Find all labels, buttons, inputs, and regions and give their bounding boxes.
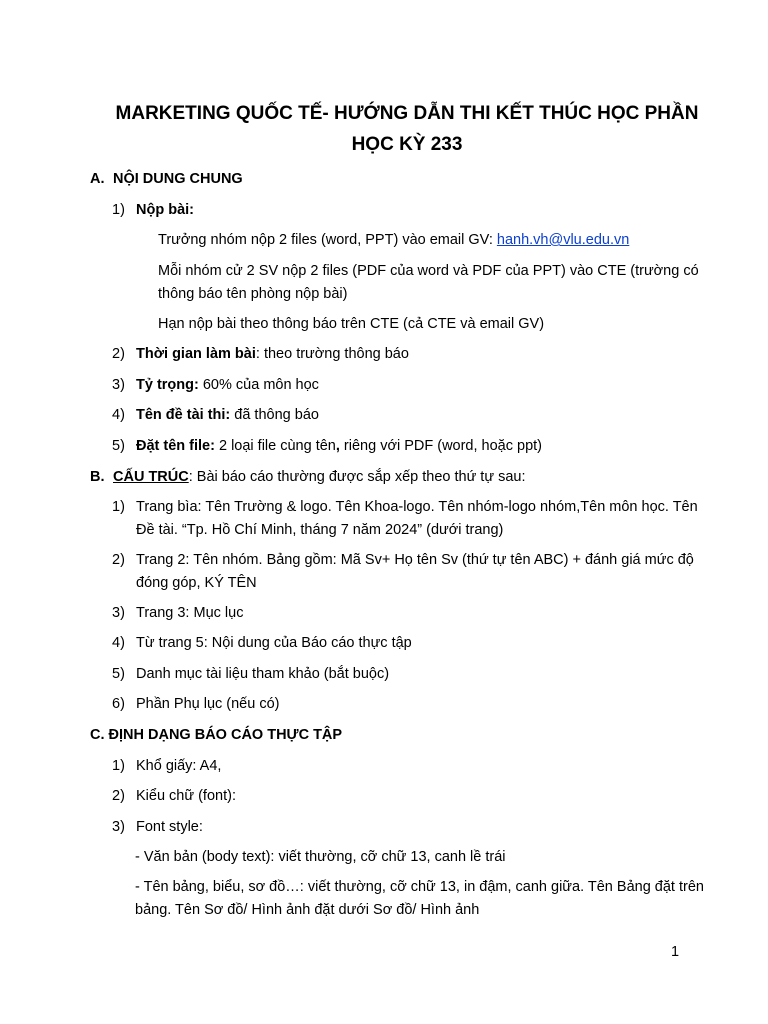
item-value: : theo trường thông báo <box>255 346 409 362</box>
list-number: 2) <box>112 788 125 804</box>
list-number: 2) <box>112 552 125 568</box>
submission-instruction-text: Trưởng nhóm nộp 2 files (word, PPT) vào email GV: <box>158 232 497 248</box>
submission-instruction-cte-line-2: thông báo tên phòng nộp bài) <box>158 286 348 302</box>
list-number: 3) <box>112 605 125 621</box>
structure-item-cover-line-1: Trang bìa: Tên Trường & logo. Tên Khoa-logo. Tên nhóm-logo nhóm,Tên môn học. Tên <box>136 499 698 515</box>
structure-item-page2-line-1: Trang 2: Tên nhóm. Bảng gồm: Mã Sv+ Họ tên Sv (thứ tự tên ABC) + đánh giá mức độ <box>136 552 694 568</box>
font-style-captions-line-2: bảng. Tên Sơ đồ/ Hình ảnh đặt dưới Sơ đồ/ Hình ảnh <box>135 902 480 918</box>
list-number: 1) <box>112 758 125 774</box>
section-b-heading <box>90 467 525 487</box>
font-style-body-text: - Văn bản (body text): viết thường, cỡ chữ 13, canh lề trái <box>135 849 506 865</box>
section-c-heading: C. ĐỊNH DẠNG BÁO CÁO THỰC TẬP <box>90 727 343 743</box>
list-number: 1) <box>112 202 125 218</box>
item-comma: , <box>335 438 340 454</box>
list-number: 2) <box>112 346 125 362</box>
section-b-intro: : Bài báo cáo thường được sắp xếp theo thứ tự sau: <box>188 469 526 485</box>
list-number: 3) <box>112 377 125 393</box>
structure-item-page2-line-2: đóng góp, KÝ TÊN <box>136 575 257 591</box>
format-item-font-style: Font style: <box>136 819 203 835</box>
title-line-2: HỌC KỲ 233 <box>351 134 463 155</box>
item-value: 2 loại file cùng tên <box>214 438 336 454</box>
page-title <box>0 98 768 160</box>
structure-item-cover-line-2: Đề tài. “Tp. Hồ Chí Minh, tháng 7 năm 2024” (dưới trang) <box>136 522 504 538</box>
section-a-letter: A. <box>90 171 105 187</box>
item-label: Tỷ trọng: <box>136 377 199 393</box>
item-label: Tên đề tài thi: <box>136 407 231 423</box>
structure-item-content: Từ trang 5: Nội dung của Báo cáo thực tập <box>136 635 412 651</box>
list-number: 5) <box>112 666 125 682</box>
item-topic <box>136 405 319 425</box>
list-number: 3) <box>112 819 125 835</box>
item-label: Thời gian làm bài <box>136 346 256 362</box>
email-link[interactable]: hanh.vh@vlu.edu.vn <box>496 232 630 248</box>
font-style-captions-line-1: - Tên bảng, biểu, sơ đồ…: viết thường, cỡ chữ 13, in đậm, canh giữa. Tên Bảng đặt trên <box>135 879 704 895</box>
section-a-title: NỘI DUNG CHUNG <box>113 171 243 187</box>
item-file-naming <box>136 436 542 456</box>
list-number: 1) <box>112 499 125 515</box>
item-value: 60% của môn học <box>198 377 319 393</box>
section-a-heading <box>90 169 243 189</box>
structure-item-toc: Trang 3: Mục lục <box>136 605 244 621</box>
list-number: 5) <box>112 438 125 454</box>
list-number: 6) <box>112 696 125 712</box>
page-number: 1 <box>671 944 680 960</box>
item-value: đã thông báo <box>230 407 319 423</box>
structure-item-references: Danh mục tài liệu tham khảo (bắt buộc) <box>136 666 390 682</box>
list-number: 4) <box>112 407 125 423</box>
submission-instruction-cte-line-1: Mỗi nhóm cử 2 SV nộp 2 files (PDF của word và PDF của PPT) vào CTE (trường có <box>158 263 699 279</box>
section-b-title: CẤU TRÚC <box>113 469 189 485</box>
list-number: 4) <box>112 635 125 651</box>
item-value-rest: riêng với PDF (word, hoặc ppt) <box>339 438 543 454</box>
item-weight <box>136 375 319 395</box>
item-exam-time <box>136 344 409 364</box>
format-item-font: Kiểu chữ (font): <box>136 788 236 804</box>
item-label: Đặt tên file: <box>136 438 215 454</box>
item-submission-label: Nộp bài: <box>136 202 194 218</box>
submission-deadline: Hạn nộp bài theo thông báo trên CTE (cả CTE và email GV) <box>158 316 545 332</box>
section-b-letter: B. <box>90 469 105 485</box>
title-line-1: MARKETING QUỐC TẾ- HƯỚNG DẪN THI KẾT THÚC HỌC PHẦN <box>115 103 699 124</box>
structure-item-appendix: Phần Phụ lục (nếu có) <box>136 696 280 712</box>
format-item-paper: Khổ giấy: A4, <box>136 758 222 774</box>
submission-instruction-email <box>158 230 629 250</box>
